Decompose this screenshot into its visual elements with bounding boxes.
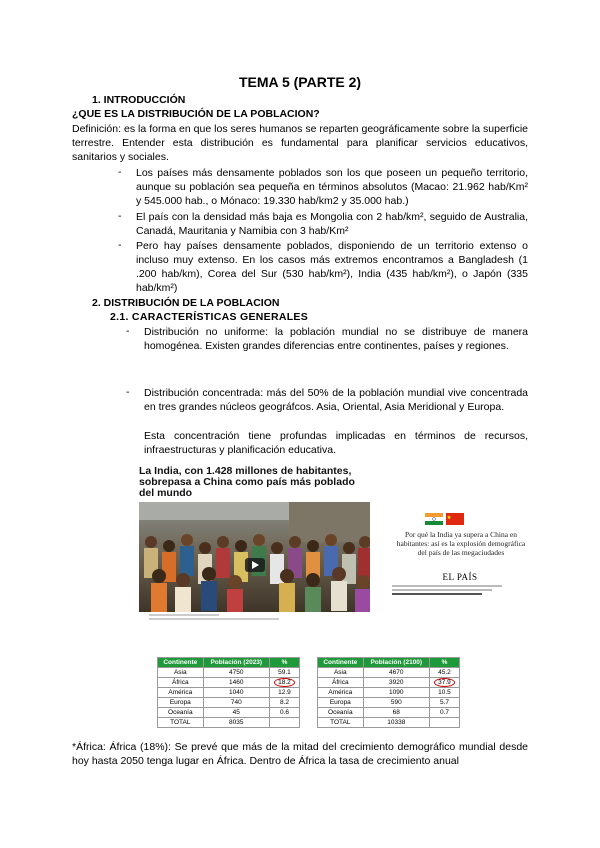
cell-percent: 45.2	[429, 668, 459, 678]
page-title: TEMA 5 (PARTE 2)	[238, 74, 362, 90]
cell-population: 1040	[203, 688, 269, 698]
population-table-2100	[317, 657, 460, 728]
dash-icon: -	[126, 325, 130, 337]
news-headline: La India, con 1.428 millones de habitantes, sobrepasa a China como país más poblado del mundo	[139, 465, 355, 499]
population-table-2023	[157, 657, 300, 728]
footnote-paragraph: *África: África (18%): Se prevé que más de la mitad del crecimiento demográfico mundial desde hoy hasta 2050 tenga lugar en África. Dentro de África la tasa de crecimiento anual	[72, 741, 528, 767]
table-row	[318, 668, 460, 678]
dash-icon: -	[118, 239, 122, 251]
cell-percent: 0.7	[429, 708, 459, 718]
dash-icon: -	[118, 166, 122, 178]
cell-population: 10338	[363, 718, 429, 728]
cell-population: 4670	[363, 668, 429, 678]
source-logo: EL PAÍS	[442, 572, 478, 582]
cell-continent: Europa	[318, 698, 364, 708]
cell-population: 740	[203, 698, 269, 708]
cell-continent: Oceanía	[158, 708, 204, 718]
cell-continent: Asia	[158, 668, 204, 678]
photo-caption-lines	[149, 614, 349, 620]
section1-question: ¿QUE ES LA DISTRIBUCIÓN DE LA POBLACION?	[72, 108, 320, 120]
highlight-circle: 18.2	[274, 678, 295, 687]
cell-percent	[429, 718, 459, 728]
cell-population: 68	[363, 708, 429, 718]
table-row	[158, 678, 300, 688]
cell-percent	[269, 718, 299, 728]
cell-continent: África	[158, 678, 204, 688]
table-row	[158, 708, 300, 718]
cell-population: 8035	[203, 718, 269, 728]
table-row	[318, 718, 460, 728]
teaser-small-lines	[392, 585, 512, 595]
cell-continent: Europa	[158, 698, 204, 708]
table-row	[318, 708, 460, 718]
table-row	[158, 688, 300, 698]
cell-population: 1460	[203, 678, 269, 688]
bullet-2: El país con la densidad más baja es Mongolia con 2 hab/km², seguido de Australia, Canadá, Mauritania y Namibia con 3 hab/Km²	[136, 211, 528, 237]
highlight-circle: 37.9	[434, 678, 455, 687]
definition-paragraph: Definición: es la forma en que los seres humanos se reparten geográficamente sobre la superficie terrestre. Entender esta distribución es fundamental para planificar servicios educativos, sanitarios y sociales.	[72, 123, 528, 163]
table-row	[318, 698, 460, 708]
bullet-4: Distribución no uniforme: la población mundial no se distribuye de manera homogénea. Existen grandes diferencias entre continentes, países y regiones.	[144, 326, 528, 352]
dash-icon: -	[118, 210, 122, 222]
news-image	[139, 466, 370, 626]
header-continent: Continente	[158, 658, 204, 668]
header-percent: %	[269, 658, 299, 668]
table-header-row	[158, 658, 300, 668]
cell-percent: 59.1	[269, 668, 299, 678]
cell-percent	[269, 678, 299, 688]
cell-continent: América	[158, 688, 204, 698]
cell-percent: 10.5	[429, 688, 459, 698]
cell-percent: 8.2	[269, 698, 299, 708]
china-flag-icon	[446, 512, 464, 524]
table-row	[158, 698, 300, 708]
cell-continent: Oceanía	[318, 708, 364, 718]
cell-percent: 5.7	[429, 698, 459, 708]
cell-percent	[429, 678, 459, 688]
bullet-5: Distribución concentrada: más del 50% de la población mundial vive concentrada en tres grandes núcleos geográfcos. Asia, Oriental, Asia Meridional y Europa.	[144, 387, 528, 413]
header-population: Población (2100)	[363, 658, 429, 668]
cell-continent: América	[318, 688, 364, 698]
cell-continent: TOTAL	[318, 718, 364, 728]
concentration-note: Esta concentración tiene profundas implicadas en términos de recursos, infraestructuras y planificación educativa.	[144, 430, 528, 456]
table-row	[158, 718, 300, 728]
table-row	[318, 678, 460, 688]
cell-continent: TOTAL	[158, 718, 204, 728]
table-header-row	[318, 658, 460, 668]
table-row	[158, 668, 300, 678]
cell-population: 3920	[363, 678, 429, 688]
cell-continent: África	[318, 678, 364, 688]
bullet-3: Pero hay países densamente poblados, disponiendo de un territorio extenso o incluso muy extenso. En los casos más extremos encontramos a Bangladesh (1 .200 hab/km), Corea del Sur (530 hab/km²), India (435 hab/km²), o Japón (335 hab/km²)	[136, 240, 528, 294]
cell-percent: 0.6	[269, 708, 299, 718]
header-continent: Continente	[318, 658, 364, 668]
cell-continent: Asia	[318, 668, 364, 678]
header-percent: %	[429, 658, 459, 668]
india-flag-icon	[425, 512, 443, 524]
dash-icon: -	[126, 386, 130, 398]
table-row	[318, 688, 460, 698]
cell-population: 590	[363, 698, 429, 708]
section1-heading: 1. INTRODUCCIÓN	[92, 94, 186, 106]
section2-heading: 2. DISTRIBUCIÓN DE LA POBLACION	[92, 297, 280, 309]
crowd-photo	[139, 502, 370, 612]
bullet-1: Los países más densamente poblados son los que poseen un pequeño territorio, aunque su población sea pequeña en términos absolutos (Macao: 21.962 hab/Km² y 545.000 hab., o Mónaco: 19.330 hab/km2 y 35.000 hab.)	[136, 167, 528, 207]
header-population: Población (2023)	[203, 658, 269, 668]
teaser-text: Por qué la India ya supera a China en habitantes: así es la explosión demográfica del país de las megaciudades	[396, 530, 526, 557]
cell-population: 45	[203, 708, 269, 718]
cell-percent: 12.9	[269, 688, 299, 698]
section2-subheading: 2.1. CARACTERÍSTICAS GENERALES	[110, 311, 309, 323]
cell-population: 4750	[203, 668, 269, 678]
cell-population: 1090	[363, 688, 429, 698]
